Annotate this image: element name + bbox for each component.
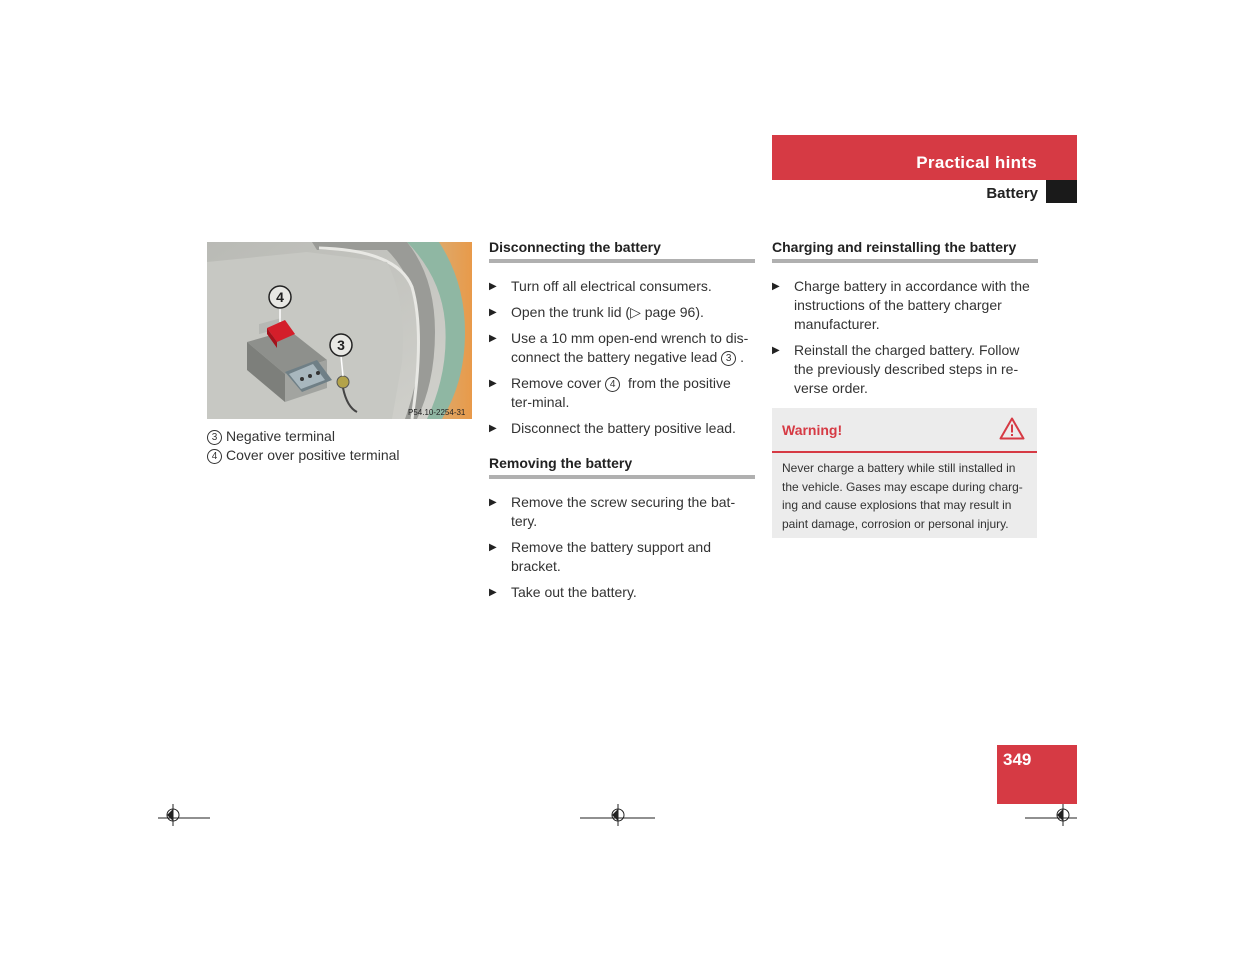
- warning-box: [772, 408, 1037, 538]
- subsection-marker: [1046, 180, 1077, 203]
- crop-mark-icon: [1025, 802, 1077, 826]
- step-item: [489, 419, 755, 438]
- bullet-icon: ▶: [489, 333, 497, 344]
- step-text: Use a 10 mm open-end wrench to dis-connect the battery negative lead: [511, 330, 749, 365]
- warning-triangle-icon: [999, 417, 1025, 445]
- step-text: Remove cover: [511, 375, 606, 391]
- disconnecting-steps: [489, 277, 755, 438]
- crop-mark-icon: [580, 802, 655, 826]
- step-text: Take out the battery.: [511, 584, 637, 600]
- step-text: Disconnect the battery positive lead.: [511, 420, 736, 436]
- bullet-icon: ▶: [489, 307, 497, 318]
- removing-section: [489, 455, 755, 609]
- step-text: Turn off all electrical consumers.: [511, 278, 712, 294]
- removing-heading: Removing the battery: [489, 455, 755, 479]
- caption-number: 3: [207, 430, 222, 445]
- bullet-icon: ▶: [772, 345, 780, 356]
- page-number: 349: [1003, 750, 1032, 769]
- caption-item: [207, 446, 472, 465]
- step-item: [489, 583, 755, 602]
- step-text: Open the trunk lid (: [511, 304, 631, 320]
- caption-text: Negative terminal: [226, 428, 335, 444]
- step-item: [489, 329, 755, 367]
- battery-illustration: [207, 242, 472, 419]
- warning-header: [772, 408, 1037, 453]
- bullet-icon: ▶: [772, 281, 780, 292]
- step-item: [489, 374, 755, 412]
- caption-number: 4: [207, 449, 222, 464]
- warning-title: Warning!: [782, 422, 843, 438]
- warning-text: Never charge a battery while still installed in the vehicle. Gases may escape during charg-ing and cause explosions that may result in paint damage, corrosion or personal injury.: [782, 461, 1023, 532]
- step-item: [489, 493, 755, 531]
- figure-captions: [207, 427, 472, 465]
- step-text: Reinstall the charged battery. Follow the previously described steps in re-verse order.: [794, 342, 1020, 396]
- section-title: Practical hints: [916, 153, 1037, 172]
- section-header-band: [772, 135, 1077, 180]
- bullet-icon: ▶: [489, 378, 497, 389]
- step-text: Charge battery in accordance with the instructions of the battery charger manufacturer.: [794, 278, 1030, 332]
- removing-steps: [489, 493, 755, 602]
- bullet-icon: ▶: [489, 497, 497, 508]
- step-text: from the positive ter-minal.: [511, 375, 731, 410]
- subsection-title: Battery: [986, 185, 1038, 202]
- callout-4: 4: [276, 289, 284, 305]
- step-item: [489, 538, 755, 576]
- caption-item: [207, 427, 472, 446]
- callout-3: 3: [337, 337, 345, 353]
- step-item: [772, 277, 1038, 334]
- bullet-icon: ▶: [489, 281, 497, 292]
- page-number-box: [997, 745, 1077, 804]
- charging-section: [772, 239, 1038, 405]
- ref-number: 4: [605, 377, 620, 392]
- photo-code: P54.10-2254-31: [408, 408, 466, 417]
- ref-number: 3: [721, 351, 736, 366]
- bullet-icon: ▶: [489, 587, 497, 598]
- step-item: [489, 303, 755, 322]
- step-text: .: [740, 349, 745, 365]
- step-text: Remove the screw securing the bat-tery.: [511, 494, 736, 529]
- step-item: [489, 277, 755, 296]
- charging-heading: Charging and reinstalling the battery: [772, 239, 1038, 263]
- bullet-icon: ▶: [489, 542, 497, 553]
- battery-photo: [207, 242, 472, 419]
- disconnecting-heading: Disconnecting the battery: [489, 239, 755, 263]
- bullet-icon: ▶: [489, 423, 497, 434]
- page-ref-icon: ▷: [630, 304, 641, 320]
- step-text[interactable]: page 96).: [640, 304, 704, 320]
- step-item: [772, 341, 1038, 398]
- charging-steps: [772, 277, 1038, 398]
- disconnecting-section: [489, 239, 755, 445]
- caption-text: Cover over positive terminal: [226, 447, 400, 463]
- step-text: Remove the battery support and bracket.: [511, 539, 712, 574]
- crop-mark-icon: [158, 802, 210, 826]
